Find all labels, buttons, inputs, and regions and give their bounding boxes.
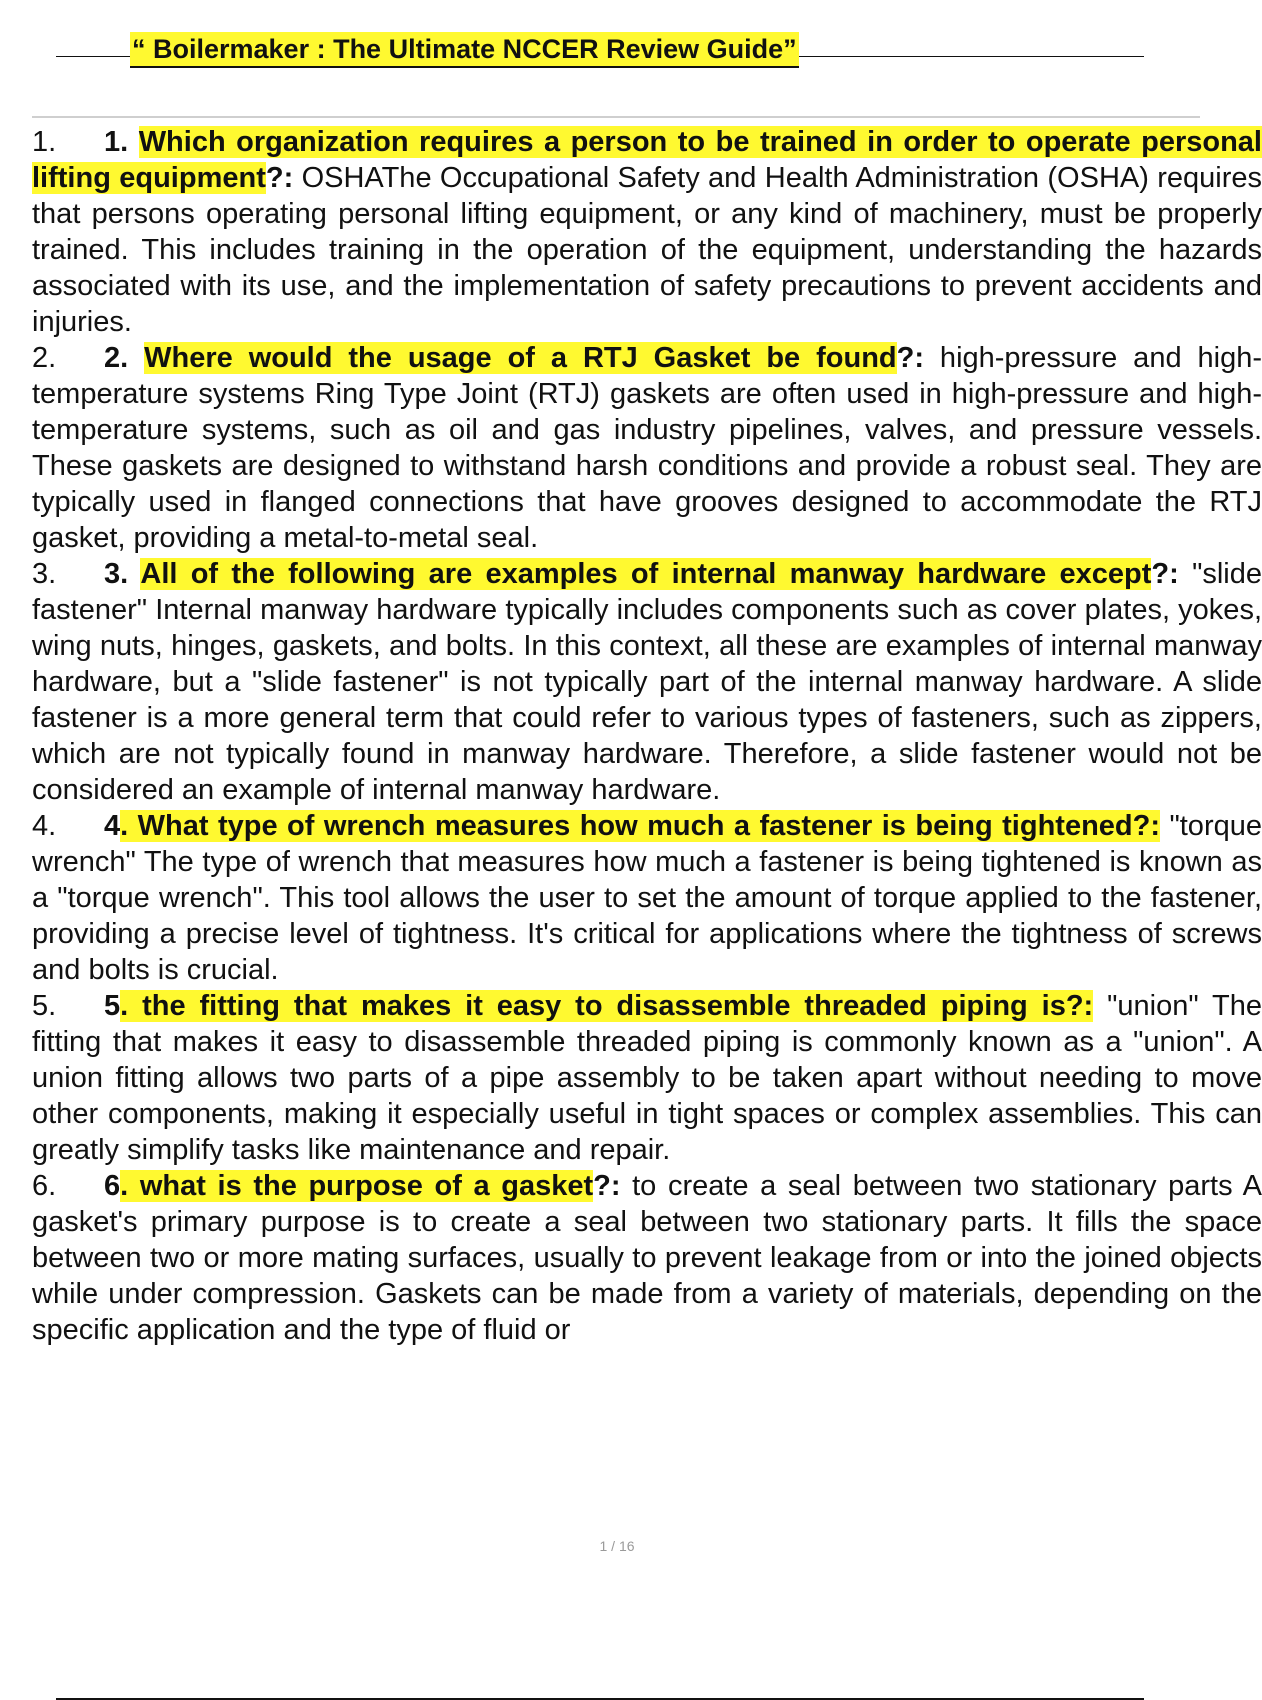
question-item-3 — [32, 556, 1262, 808]
question-tail: ?: — [265, 162, 294, 194]
item-number: 6. — [32, 1170, 57, 1202]
question-item-4 — [32, 808, 1262, 988]
question-text: . what is the purpose of a gasket — [120, 1170, 594, 1202]
question-tail: ?: — [896, 342, 924, 374]
answer-text: "torque wrench" The type of wrench that measures how much a fastener is being tightened is known as a "torque wrench". This tool allows the user to set the amount of torque applied to the fastener, providing a precise level of tightness. It's critical for applications where the tightness of screws and bolts is crucial. — [32, 810, 1262, 986]
content-top-rule — [32, 116, 1200, 118]
question-item-5 — [32, 988, 1262, 1168]
item-number: 5. — [32, 990, 57, 1022]
question-list — [32, 124, 1262, 1348]
question-text: Which organization requires a person to be trained in order to operate personal lifting equipment — [32, 126, 1262, 194]
question-label: 4 — [104, 810, 121, 842]
question-text: . What type of wrench measures how much a fastener is being tightened?: — [120, 810, 1161, 842]
question-label: 1. — [104, 126, 139, 158]
item-number: 2. — [32, 342, 57, 374]
question-label: 2. — [104, 342, 145, 374]
item-number: 4. — [32, 810, 57, 842]
question-item-6 — [32, 1168, 1262, 1348]
question-text: All of the following are examples of internal manway hardware except — [140, 558, 1152, 590]
question-tail: ?: — [593, 1170, 621, 1202]
question-tail: ?: — [1151, 558, 1179, 590]
question-item-2 — [32, 340, 1262, 556]
document-title: “ Boilermaker : The Ultimate NCCER Review Guide” — [130, 32, 799, 68]
document-header — [56, 30, 1144, 70]
question-text: . the fitting that makes it easy to disassemble threaded piping is?: — [120, 990, 1094, 1022]
question-item-1 — [32, 124, 1262, 340]
answer-text: "slide fastener" Internal manway hardware typically includes components such as cover plates, yokes, wing nuts, hinges, gaskets, and bolts. In this context, all these are examples of internal manway hardware, but a "slide fastener" is not typically part of the internal manway hardware. A slide fastener is a more general term that could refer to various types of fasteners, such as zippers, which are not typically found in manway hardware. Therefore, a slide fastener would not be considered an example of internal manway hardware. — [32, 558, 1262, 806]
question-text: Where would the usage of a RTJ Gasket be found — [144, 342, 897, 374]
question-label: 6 — [104, 1170, 121, 1202]
answer-text: OSHAThe Occupational Safety and Health Administration (OSHA) requires that persons operating personal lifting equipment, or any kind of machinery, must be properly trained. This includes training in the operation of the equipment, understanding the hazards associated with its use, and the implementation of safety precautions to prevent accidents and injuries. — [32, 162, 1262, 338]
item-number: 1. — [32, 126, 57, 158]
item-number: 3. — [32, 558, 57, 590]
question-label: 5 — [104, 990, 121, 1022]
answer-text: high-pressure and high-temperature systems Ring Type Joint (RTJ) gaskets are often used in high-pressure and high-temperature systems, such as oil and gas industry pipelines, valves, and pressure vessels. These gaskets are designed to withstand harsh conditions and provide a robust seal. They are typically used in flanged connections that have grooves designed to accommodate the RTJ gasket, providing a metal-to-metal seal. — [32, 342, 1262, 554]
answer-text: to create a seal between two stationary parts A gasket's primary purpose is to create a seal between two stationary parts. It fills the space between two or more mating surfaces, usually to prevent leakage from or into the joined objects while under compression. Gaskets can be made from a variety of materials, depending on the specific application and the type of fluid or — [32, 1170, 1262, 1346]
page-number: 1 / 16 — [599, 1538, 635, 1554]
question-label: 3. — [104, 558, 141, 590]
answer-text: "union" The fitting that makes it easy to disassemble threaded piping is commonly known as a "union". A union fitting allows two parts of a pipe assembly to be taken apart without needing to move other components, making it especially useful in tight spaces or complex assemblies. This can greatly simplify tasks like maintenance and repair. — [32, 990, 1262, 1166]
